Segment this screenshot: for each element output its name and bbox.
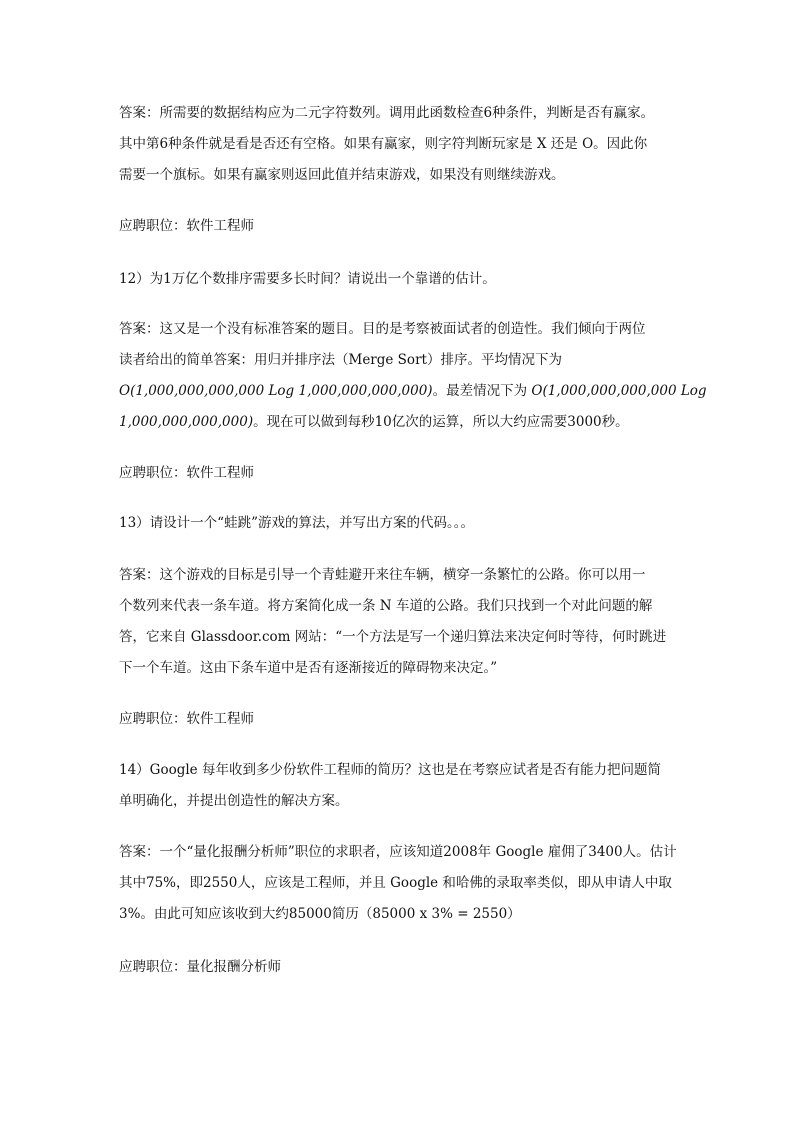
answer-14 bbox=[119, 837, 675, 930]
math-line bbox=[119, 376, 707, 407]
text-line: 答案：一个“量化报酬分析师”职位的求职者，应该知道2008年 Google 雇佣了3400人。估计 bbox=[119, 844, 677, 860]
text-line: 3%。由此可知应该收到大约85000简历（85000 x 3% = 2550） bbox=[119, 906, 521, 922]
text-line: 其中75%，即2550人，应该是工程师，并且 Google 和哈佛的录取率类似，即从申请人中取 bbox=[119, 875, 672, 891]
math-expression: 1,000,000,000,000) bbox=[119, 414, 254, 430]
text-line: 14）Google 每年收到多少份软件工程师的简历？这也是在考察应试者是否有能力把问题简 bbox=[119, 762, 661, 778]
position-label bbox=[119, 704, 675, 735]
text-line: 应聘职位：量化报酬分析师 bbox=[119, 959, 281, 975]
answer-12 bbox=[119, 314, 707, 438]
text-line: 13）请设计一个“蛙跳”游戏的算法，并写出方案的代码。。。 bbox=[119, 515, 474, 531]
text-line: 答，它来自 Glassdoor.com 网站：“一个方法是写一个递归算法来决定何时等待，何时跳进 bbox=[119, 629, 667, 645]
math-expression: O(1,000,000,000,000 Log bbox=[531, 383, 707, 399]
question-13 bbox=[119, 508, 675, 539]
text-line: 其中第6种条件就是看是否还有空格。如果有赢家，则字符判断玩家是 X 还是 O。因此你 bbox=[119, 136, 648, 152]
text-line: 12）为1万亿个数排序需要多长时间？请说出一个靠谱的估计。 bbox=[119, 271, 496, 287]
text-line: 下一个车道。这由下条车道中是否有逐渐接近的障碍物来决定。” bbox=[119, 660, 498, 676]
text-line: 需要一个旗标。如果有赢家则返回此值并结束游戏，如果没有则继续游戏。 bbox=[119, 167, 565, 183]
position-label bbox=[119, 952, 675, 983]
text-line: 应聘职位：软件工程师 bbox=[119, 465, 254, 481]
question-12 bbox=[119, 264, 675, 295]
text-line: 单明确化，并提出创造性的解决方案。 bbox=[119, 793, 349, 809]
math-expression: O(1,000,000,000,000 Log 1,000,000,000,000) bbox=[119, 383, 433, 399]
math-line bbox=[119, 407, 675, 438]
question-14 bbox=[119, 755, 675, 817]
position-label bbox=[119, 211, 675, 242]
text-line: 应聘职位：软件工程师 bbox=[119, 711, 254, 727]
text-line: 答案：这个游戏的目标是引导一个青蛙避开来往车辆，横穿一条繁忙的公路。你可以用一 bbox=[119, 567, 646, 583]
text-fragment: 。最差情况下为 bbox=[432, 383, 532, 399]
text-line: 答案：这又是一个没有标准答案的题目。目的是考察被面试者的创造性。我们倾向于两位 bbox=[119, 321, 646, 337]
answer-13 bbox=[119, 560, 675, 684]
text-line: 个数列来代表一条车道。将方案简化成一条 N 车道的公路。我们只找到一个对此问题的解 bbox=[119, 598, 653, 614]
text-line: 应聘职位：软件工程师 bbox=[119, 218, 254, 234]
position-label bbox=[119, 458, 675, 489]
answer-paragraph bbox=[119, 98, 675, 191]
text-line: 读者给出的简单答案：用归并排序法（Merge Sort）排序。平均情况下为 bbox=[119, 352, 562, 368]
text-fragment: 。现在可以做到每秒10亿次的运算，所以大约应需要3000秒。 bbox=[253, 414, 629, 430]
text-line: 答案：所需要的数据结构应为二元字符数列。调用此函数检查6种条件，判断是否有赢家。 bbox=[119, 105, 655, 121]
